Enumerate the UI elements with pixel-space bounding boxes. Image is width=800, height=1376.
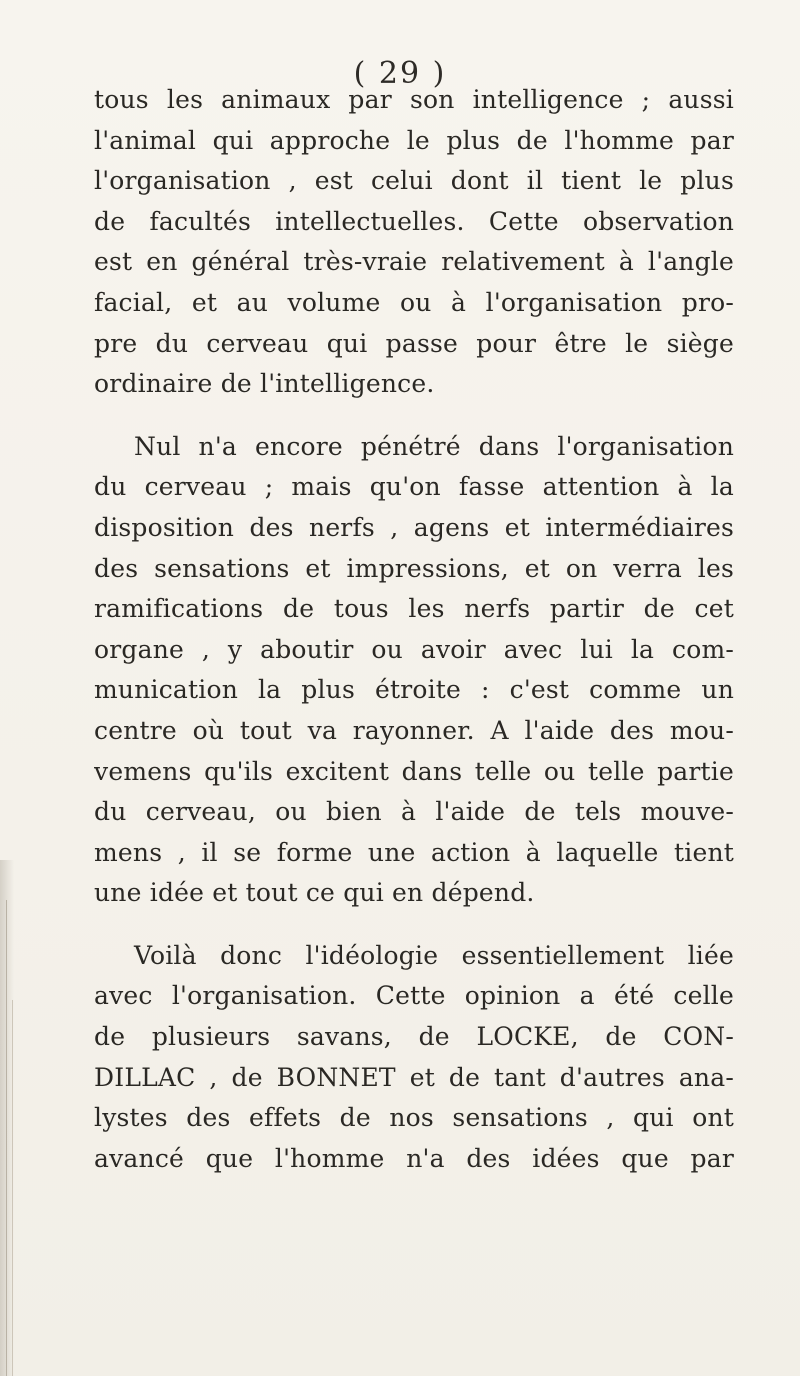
text-line: avancé que l'homme n'a des idées que par (94, 1143, 734, 1173)
text-line: munication la plus étroite : c'est comme un (94, 675, 734, 705)
text-line: mens , il se forme une action à laquelle tient (94, 837, 734, 867)
text-line: de plusieurs savans, de LOCKE, de CON- (94, 1022, 734, 1052)
text-line: est en général très-vraie relativement à l'angle (94, 247, 734, 277)
text-line: facial, et au volume ou à l'organisation pro- (94, 287, 734, 317)
text-line: centre où tout va rayonner. A l'aide des mou- (94, 715, 734, 745)
text-line: ordinaire de l'intelligence. (94, 369, 435, 399)
page-number: ( 29 ) (353, 56, 447, 91)
text-line: l'animal qui approche le plus de l'homme par (94, 125, 734, 155)
text-line: du cerveau, ou bien à l'aide de tels mouve- (94, 797, 734, 827)
paragraph (94, 80, 734, 405)
paragraph-gap (94, 914, 734, 936)
text-line: organe , y aboutir ou avoir avec lui la com- (94, 634, 734, 664)
paragraph-gap (94, 405, 734, 427)
text-line: pre du cerveau qui passe pour être le siège (94, 328, 734, 358)
body-text (94, 80, 734, 1179)
text-line: vemens qu'ils excitent dans telle ou telle partie (94, 756, 734, 786)
text-line: lystes des effets de nos sensations , qui ont (94, 1103, 734, 1133)
paragraph (94, 427, 734, 914)
text-line: DILLAC , de BONNET et de tant d'autres ana- (94, 1062, 734, 1092)
text-line: l'organisation , est celui dont il tient le plus (94, 166, 734, 196)
text-line: de facultés intellectuelles. Cette observation (94, 206, 734, 236)
page-edge-line-inner (12, 1000, 13, 1376)
text-line: ramifications de tous les nerfs partir de cet (94, 594, 734, 624)
text-line: Voilà donc l'idéologie essentiellement liée (134, 940, 734, 970)
text-line: tous les animaux par son intelligence ; aussi (94, 85, 734, 114)
text-line: disposition des nerfs , agens et intermédiaires (94, 512, 734, 542)
text-line: avec l'organisation. Cette opinion a été celle (94, 981, 734, 1011)
text-line: Nul n'a encore pénétré dans l'organisation (134, 431, 734, 461)
paragraph (94, 936, 734, 1180)
text-line: des sensations et impressions, et on verra les (94, 553, 734, 583)
page-edge-line (6, 900, 7, 1376)
text-line: du cerveau ; mais qu'on fasse attention à la (94, 472, 734, 502)
text-line: une idée et tout ce qui en dépend. (94, 878, 535, 908)
